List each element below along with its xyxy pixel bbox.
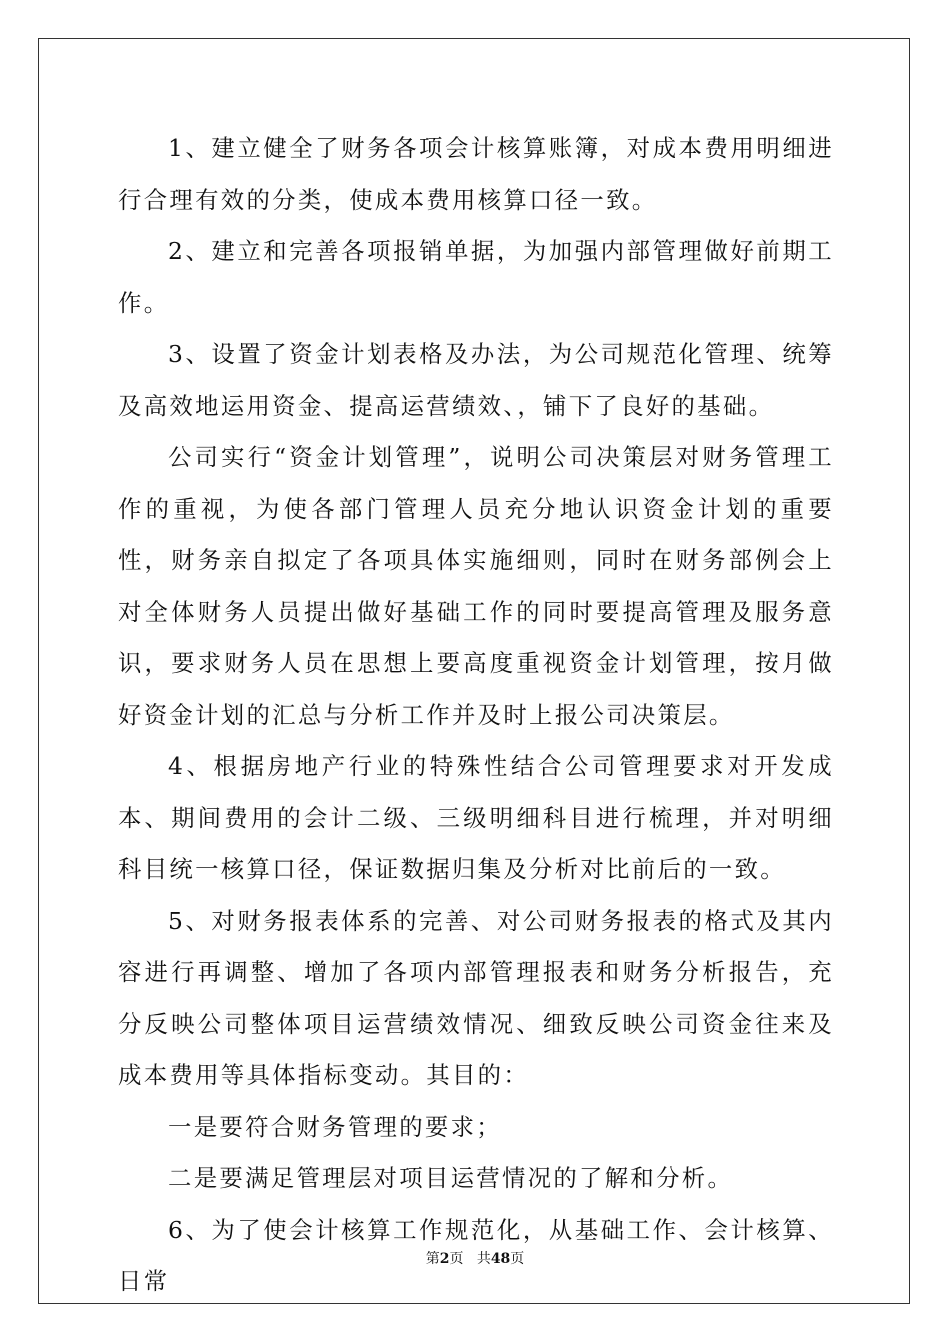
paragraph-2: 2、建立和完善各项报销单据，为加强内部管理做好前期工作。 — [118, 237, 834, 317]
total-suffix: 页 — [510, 1251, 525, 1267]
paragraph-8: 二是要满足管理层对项目运营情况的了解和分析。 — [168, 1164, 734, 1192]
paragraph-7: 一是要符合财务管理的要求； — [168, 1112, 502, 1141]
paragraph-9: 6、为了使会计核算工作规范化，从基础工作、会计核算、日常 — [118, 1215, 834, 1295]
total-prefix: 共 — [476, 1251, 491, 1267]
page-prefix: 第 — [425, 1251, 440, 1267]
page-number: 2 — [439, 1251, 450, 1267]
paragraph-1: 1、建立健全了财务各项会计核算账簿，对成本费用明细进行合理有效的分类，使成本费用核算口径一致。 — [118, 134, 834, 214]
total-pages: 48 — [490, 1251, 511, 1267]
paragraph-3: 3、设置了资金计划表格及办法，为公司规范化管理、统筹及高效地运用资金、提高运营绩效、，铺下了良好的基础。 — [118, 340, 834, 420]
paragraph-6: 5、对财务报表体系的完善、对公司财务报表的格式及其内容进行再调整、增加了各项内部管理报表和财务分析报告，充分反映公司整体项目运营绩效情况、细致反映公司资金往来及成本费用等具体指标变动。其目的： — [118, 906, 834, 1089]
page-suffix: 页 — [449, 1251, 464, 1267]
paragraph-5: 4、根据房地产行业的特殊性结合公司管理要求对开发成本、期间费用的会计二级、三级明细科目进行梳理，并对明细科目统一核算口径，保证数据归集及分析对比前后的一致。 — [118, 752, 834, 883]
page-footer — [0, 1248, 950, 1268]
paragraph-4: 公司实行“资金计划管理”，说明公司决策层对财务管理工作的重视，为使各部门管理人员充分地认识资金计划的重要性，财务亲自拟定了各项具体实施细则，同时在财务部例会上对全体财务人员提出做好基础工作的同时要提高管理及服务意识，要求财务人员在思想上要高度重视资金计划管理，按月做好资金计划的汇总与分析工作并及时上报公司决策层。 — [118, 443, 834, 729]
document-body — [118, 123, 834, 1308]
